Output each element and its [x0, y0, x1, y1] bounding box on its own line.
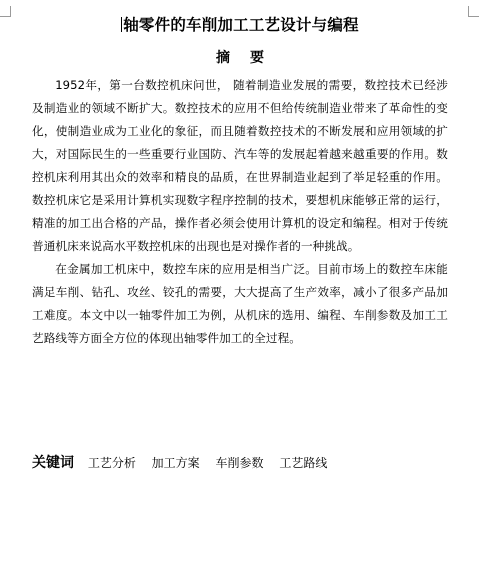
abstract-heading: 摘要 [216, 50, 284, 66]
document-page [32, 14, 448, 350]
abstract-paragraph-2[interactable]: 在金属加工机床中，数控车床的应用是相当广泛。目前市场上的数控车床能满足车削、钻孔、攻丝、铰孔的需要，大大提高了生产效率，减小了很多产品加工难度。本文中以一轴零件加工为例，从机床的选用、编程、车削参数及加工工艺路线等方面全方位的体现出轴零件加工的全过程。 [32, 262, 448, 345]
keyword-item: 车削参数 [215, 456, 264, 470]
page-corner-mark-right [468, 6, 479, 17]
keyword-item: 加工方案 [151, 456, 200, 470]
page-corner-mark-left [0, 6, 11, 17]
document-title[interactable]: 轴零件的车削加工工艺设计与编程 [123, 16, 359, 34]
document-title-line [32, 14, 448, 36]
keywords-label: 关键词 [32, 455, 74, 471]
keywords-line [32, 452, 339, 474]
keyword-item: 工艺分析 [87, 456, 136, 470]
abstract-paragraph-1[interactable]: 1952年，第一台数控机床问世， 随着制造业发展的需要，数控技术已经涉及制造业的领域不断扩大。数控技术的应用不但给传统制造业带来了革命性的变化，使制造业成为工业化的象征，而且随着数控技术的不断发展和应用领域的扩大，对国际民生的一些重要行业国防、汽车等的发展起着越来越重要的作用。数控机床利用其出众的效率和精良的品质，在世界制造业起到了举足轻重的作用。数控机床它是采用计算机实现数字程序控制的技术，要想机床能够正常的运行，精准的加工出合格的产品，操作者必须会使用计算机的设定和编程。相对于传统普通机床来说高水平数控机床的出现也是对操作者的一种挑战。 [32, 78, 448, 253]
keyword-item: 工艺路线 [279, 456, 328, 470]
